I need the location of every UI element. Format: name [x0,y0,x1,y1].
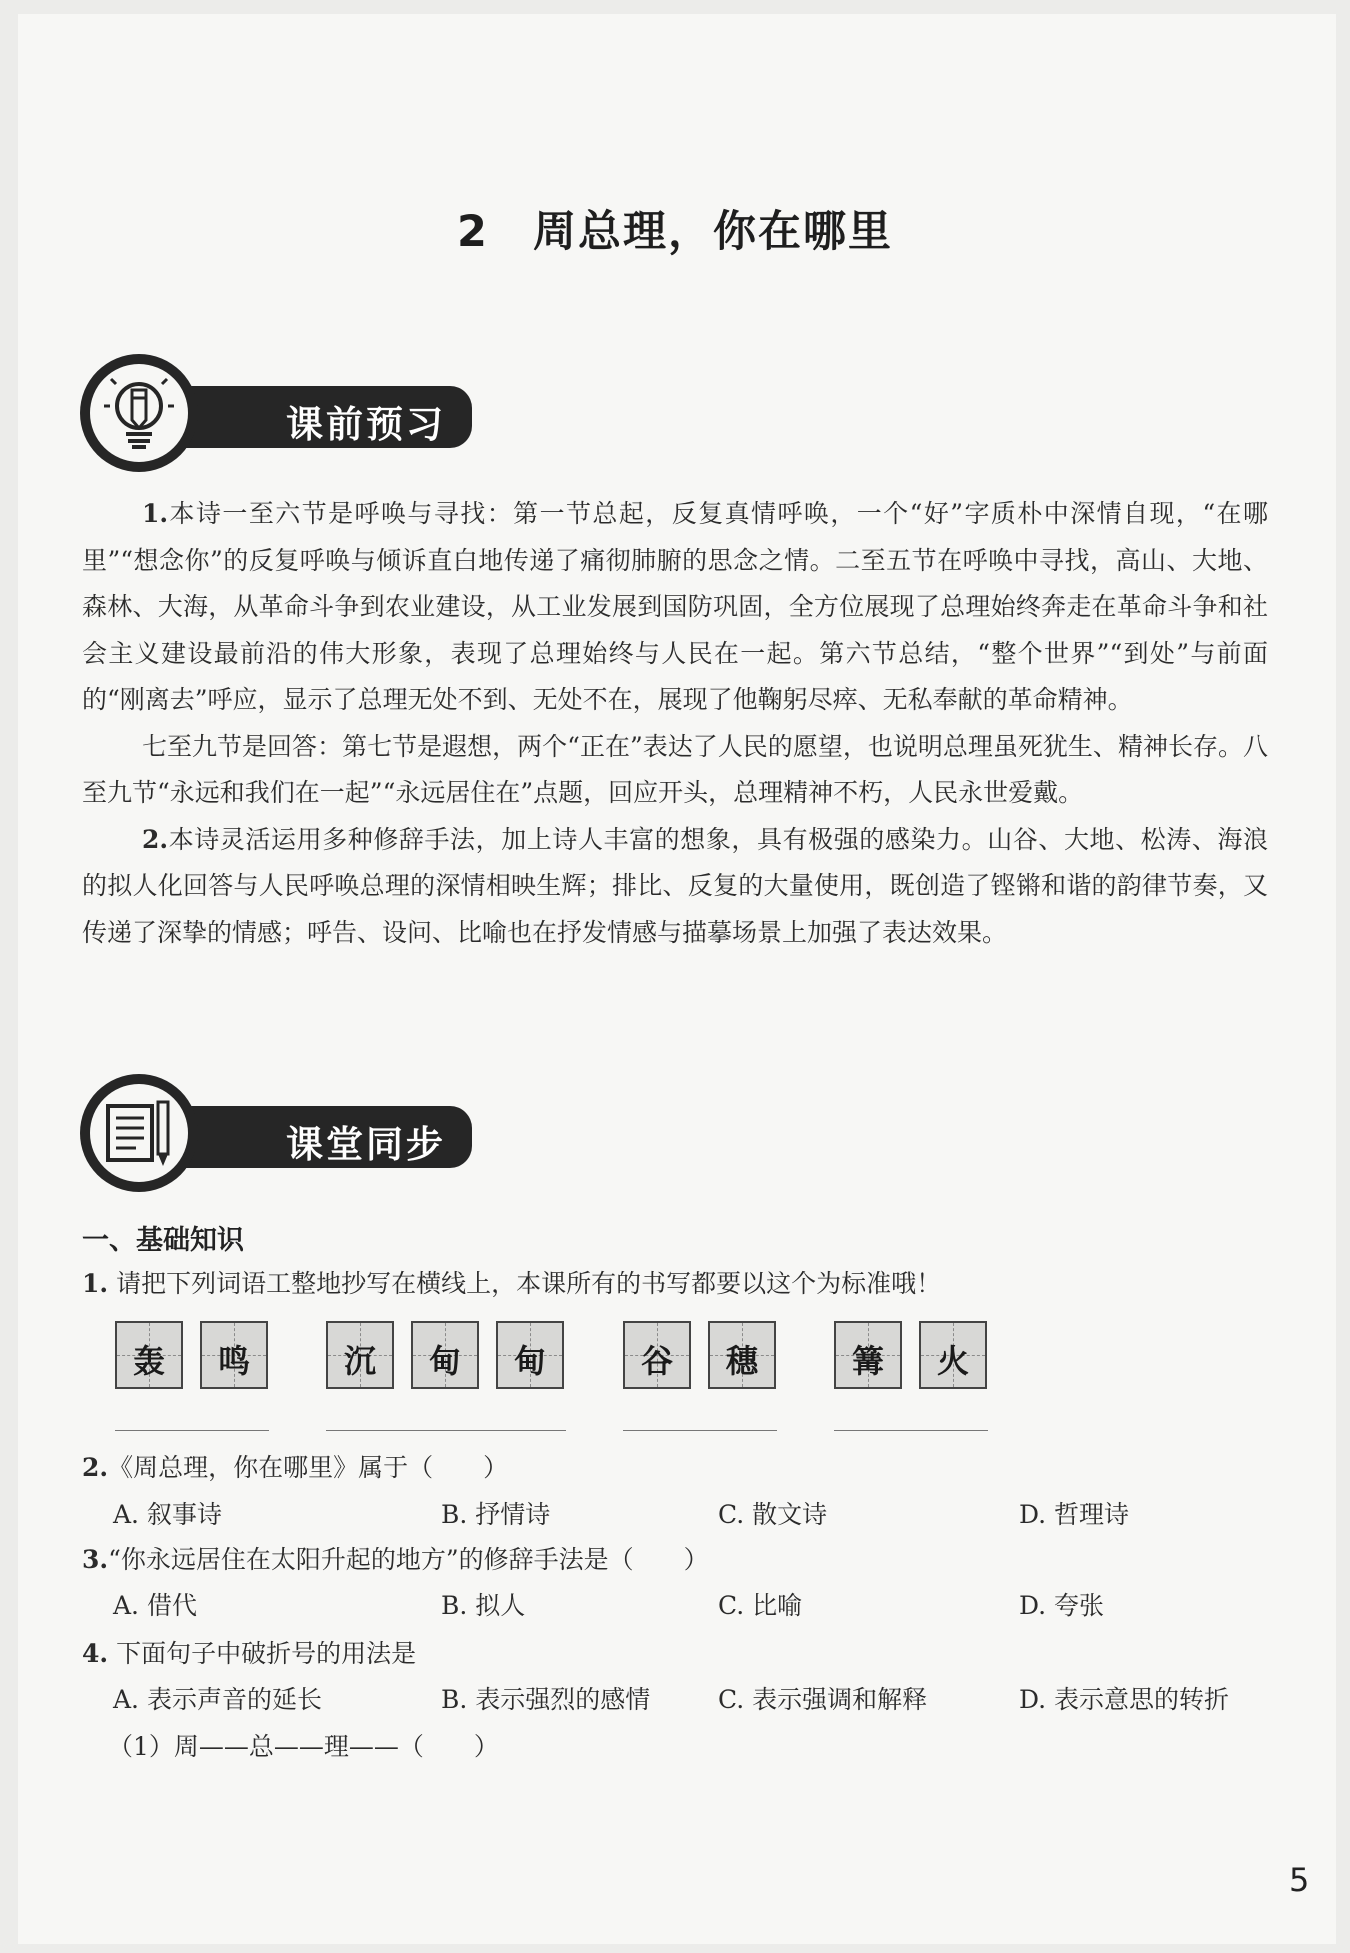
paragraph-text: 本诗灵活运用多种修辞手法，加上诗人丰富的想象，具有极强的感染力。山谷、大地、松涛、海浪的拟人化回答与人民呼唤总理的深情相映生辉；排比、反复的大量使用，既创造了铿锵和谐的韵律节奏，又传递了深挚的情感；呼告、设问、比喻也在抒发情感与描摹场景上加强了表达效果。 [82,824,1268,947]
notebook-pencil-icon [104,1096,176,1168]
option-d[interactable]: D. 哲理诗 [1019,1500,1130,1529]
option-b[interactable]: B. 拟人 [441,1591,526,1620]
word-char: 穗 [725,1342,758,1380]
word-char: 火 [936,1342,969,1380]
question-number: 1. [82,1269,109,1298]
word-char: 沉 [343,1342,376,1380]
question-3 [82,1540,709,1576]
word-char: 轰 [132,1342,165,1380]
option-b[interactable]: B. 表示强烈的感情 [441,1685,651,1714]
lightbulb-pencil-icon [104,376,174,450]
paragraph-text: 本诗一至六节是呼唤与寻找：第一节总起，反复真情呼唤，一个“好”字质朴中深情自现，“在哪里”“想念你”的反复呼唤与倾诉直白地传递了痛彻肺腑的思念之情。二至五节在呼唤中寻找，高山、大地、森林、大海，从革命斗争到农业建设，从工业发展到国防巩固，全方位展现了总理始终奔走在革命斗争和社会主义建设最前沿的伟大形象，表现了总理始终与人民在一起。第六节总结，“整个世界”“到处”与前面的“刚离去”呼应，显示了总理无处不到、无处不在，展现了他鞠躬尽瘁、无私奉献的革命精神。 [82,499,1268,714]
writing-box [115,1321,183,1389]
question-1 [82,1264,941,1300]
word-char: 谷 [640,1342,673,1380]
item-number: 2. [142,824,169,854]
writing-box [623,1321,691,1389]
writing-box [411,1321,479,1389]
word-char: 篝 [851,1342,884,1380]
question-number: 4. [82,1639,109,1668]
answer-line[interactable] [326,1430,566,1431]
word-char: 甸 [428,1342,461,1380]
option-a[interactable]: A. 叙事诗 [113,1500,222,1529]
question-number: 3. [82,1545,109,1574]
question-2 [82,1448,508,1484]
writing-box [708,1321,776,1389]
answer-line[interactable] [834,1430,988,1431]
writing-box [326,1321,394,1389]
lesson-title-text: 周总理，你在哪里 [532,207,893,257]
lesson-title [0,198,1350,259]
preview-paragraph-1 [82,491,1268,724]
section-header-class [80,1074,446,1194]
section-header-badge [80,1074,198,1192]
option-b[interactable]: B. 抒情诗 [441,1500,551,1529]
question-text: 请把下列词语工整地抄写在横线上，本课所有的书写都要以这个为标准哦！ [116,1269,942,1298]
writing-box [919,1321,987,1389]
item-number: 1. [142,499,169,528]
option-a[interactable]: A. 借代 [113,1591,197,1620]
question-4 [82,1634,416,1670]
option-d[interactable]: D. 夸张 [1019,1591,1105,1620]
question-text: “你永远居住在太阳升起的地方”的修辞手法是（ ） [108,1545,709,1574]
question-text: 《周总理，你在哪里》属于（ ） [108,1453,509,1482]
section-header-label: 课堂同步 [286,1123,446,1166]
option-d[interactable]: D. 表示意思的转折 [1019,1685,1230,1714]
answer-line[interactable] [115,1430,269,1431]
preview-text [82,491,1268,956]
word-char: 甸 [513,1342,546,1380]
writing-box [834,1321,902,1389]
question-text: 下面句子中破折号的用法是 [116,1639,417,1668]
basics-heading: 一、基础知识 [82,1225,244,1256]
page-number: 5 [1289,1861,1310,1899]
preview-paragraph-3 [82,817,1268,957]
writing-box [200,1321,268,1389]
option-c[interactable]: C. 比喻 [718,1591,803,1620]
section-header-badge [80,354,198,472]
preview-paragraph-2: 七至九节是回答：第七节是遐想，两个“正在”表达了人民的愿望，也说明总理虽死犹生、精神长存。八至九节“永远和我们在一起”“永远居住在”点题，回应开头，总理精神不朽，人民永世爱戴。 [82,731,1268,807]
option-a[interactable]: A. 表示声音的延长 [113,1685,322,1714]
question-number: 2. [82,1453,109,1482]
option-c[interactable]: C. 表示强调和解释 [718,1685,928,1714]
lesson-number: 2 [457,207,489,257]
section-header-label: 课前预习 [286,403,446,446]
question-4-sub-1: （1）周——总——理——（ ） [108,1732,499,1761]
section-header-preview [80,354,446,474]
word-char: 鸣 [217,1342,250,1380]
writing-box [496,1321,564,1389]
answer-line[interactable] [623,1430,777,1431]
option-c[interactable]: C. 散文诗 [718,1500,828,1529]
